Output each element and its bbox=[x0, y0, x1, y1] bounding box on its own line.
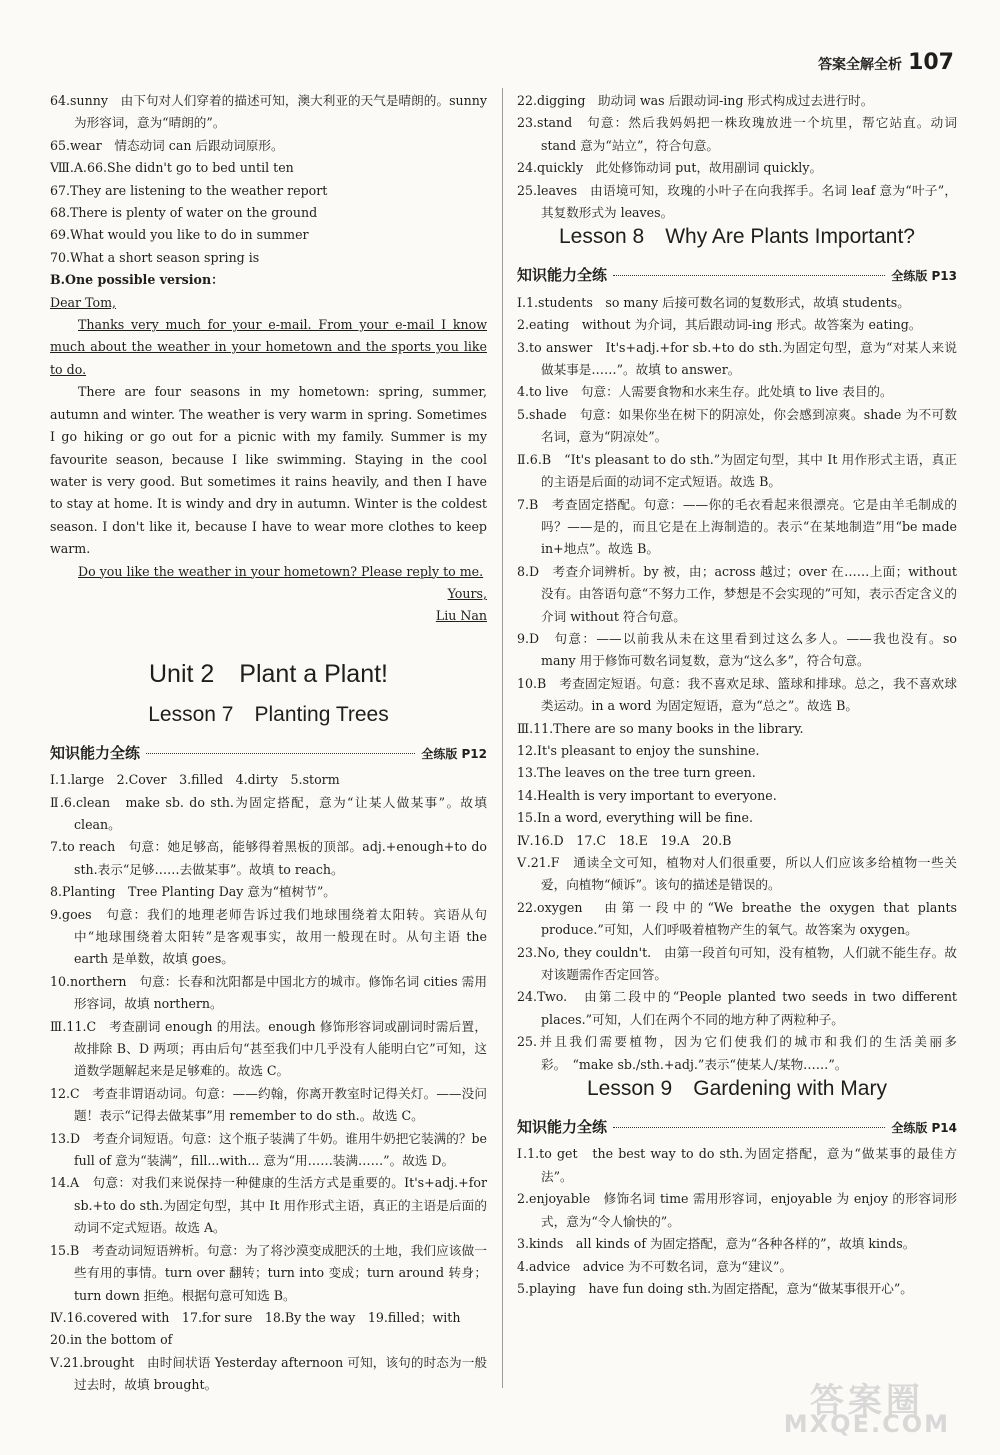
answer-item: 4.to live 句意：人需要食物和水来生存。此处填 to live 表目的。 bbox=[517, 384, 893, 400]
page-number: 107 bbox=[908, 50, 954, 75]
answer-item: 9.D 句意：——以前我从未在这里看到过这么多人。——我也没有。so many 用于修饰可数名词复数，意为“这么多”，符合句意。 bbox=[517, 630, 957, 669]
lesson-title: Lesson 9 Gardening with Mary bbox=[587, 1077, 887, 1101]
answer-item: Ⅴ.21.F 通读全文可知，植物对人们很重要，所以人们应该多给植物一些关爱，向植物“倾诉”。该句的描述是错误的。 bbox=[517, 855, 957, 893]
answer-line: 70.What a short season spring is bbox=[50, 249, 260, 265]
answer-item: 20.in the bottom of bbox=[50, 1332, 173, 1348]
answer-item: Ⅰ.1.students so many 后接可数名词的复数形式，故填 students。 bbox=[517, 294, 910, 310]
answer-item: 22.digging 助动词 was 后跟动词-ing 形式构成过去进行时。 bbox=[517, 93, 874, 108]
answer-item: 7.to reach 句意：她足够高，能够得着黑板的顶部。adj.+enough+to do sth.表示“足够……去做某事”。故填 to reach。 bbox=[50, 839, 487, 877]
letter-signoff: Yours, bbox=[447, 585, 487, 601]
answer-item: Ⅴ.21.brought 由时间状语 Yesterday afternoon 可知，该句的时态为一般过去时，故填 brought。 bbox=[50, 1354, 487, 1393]
answer-item: Ⅲ.11.C 考查副词 enough 的用法。enough 修饰形容词或副词时需后置，故排除 B、D 两项；再由后句“甚至我们中几乎没有人能明白它”可知，这道数学题解起来是足够难的。故选 C。 bbox=[50, 1018, 487, 1079]
answer-item: 9.goes 句意：我们的地理老师告诉过我们地球围绕着太阳转。宾语从句中“地球围绕着太阳转”是客观事实，故用一般现在时。从句主语 the earth 是单数，故填 goes。 bbox=[50, 906, 487, 967]
section-heading bbox=[517, 1116, 957, 1139]
answer-item: 3.kinds all kinds of 为固定搭配，意为“各种各样的”，故填 kinds。 bbox=[517, 1236, 916, 1252]
section-title: 知识能力全练 bbox=[517, 1118, 608, 1137]
answer-item: 22.oxygen 由第一段中的“We breathe the oxygen that plants produce.”可知，人们呼吸着植物产生的氧气。故答案为 oxygen。 bbox=[517, 899, 957, 938]
site-watermark bbox=[783, 1381, 950, 1438]
answer-item: 24.quickly 此处修饰动词 put，故用副词 quickly。 bbox=[517, 160, 823, 176]
dot-leader bbox=[146, 753, 415, 754]
answer-item: 10.northern 句意：长春和沈阳都是中国北方的城市。修饰名词 cities 需用形容词，故填 northern。 bbox=[50, 973, 487, 1012]
answer-item: 13.D 考查介词短语。句意：这个瓶子装满了牛奶。谁用牛奶把它装满的？be full of 意为“装满”，fill...with... 意为“用……装满……”。故选 D。 bbox=[50, 1130, 487, 1169]
section-title: 知识能力全练 bbox=[50, 743, 141, 762]
answer-line: 69.What would you like to do in summer bbox=[50, 227, 309, 243]
answer-item: Ⅲ.11.There are so many books in the library. bbox=[517, 720, 804, 736]
answer-item: 23.No, they couldn't. 由第一段首句可知，没有植物，人们就不能生存。故对该题需作否定回答。 bbox=[517, 944, 957, 983]
page-header bbox=[818, 52, 954, 76]
version-ref: 全练版 P14 bbox=[891, 1121, 957, 1136]
lesson-title: Lesson 8 Why Are Plants Important? bbox=[558, 225, 915, 249]
answer-item: 8.D 考查介词辨析。by 被，由；across 越过；over 在……上面；without 没有。由答语句意“不努力工作，梦想是不会实现的”可知，表示否定含义的介词 without 符合句意。 bbox=[517, 563, 957, 624]
answer-item: 12.C 考查非谓语动词。句意：——约翰，你离开教室时记得关灯。——没问题！表示“记得去做某事”用 remember to do sth.。故选 C。 bbox=[50, 1085, 487, 1124]
answer-item: 15.In a word, everything will be fine. bbox=[517, 810, 753, 826]
letter-paragraph: Thanks very much for your e-mail. From your e-mail I know much about the weather in your hometown and the sports you like to do. bbox=[50, 317, 487, 377]
answer-item: Ⅰ.1.to get the best way to do sth.为固定搭配，意为“做某事的最佳方法”。 bbox=[517, 1146, 957, 1184]
answer-item: 25.并且我们需要植物，因为它们使我们的城市和我们的生活美丽多彩。 “make sb./sth.+adj.”表示“使某人/某物……”。 bbox=[517, 1034, 957, 1072]
unit-title: Unit 2 Plant a Plant! bbox=[148, 659, 388, 688]
column-divider bbox=[502, 88, 503, 1388]
section-title: 知识能力全练 bbox=[517, 266, 608, 285]
answer-item: 14.A 句意：对我们来说保持一种健康的生活方式是重要的。It's+adj.+for sb.+to do sth.为固定句型，其中 It 用作形式主语，真正的主语是后面的动词不定式短语。故选 A。 bbox=[50, 1175, 487, 1236]
answer-item: 3.to answer It's+adj.+for sb.+to do sth.为固定句型，意为“对某人来说做某事是……”。故填 to answer。 bbox=[517, 339, 957, 378]
answer-line: Ⅷ.A.66.She didn't go to bed until ten bbox=[50, 160, 294, 176]
answer-line: 67.They are listening to the weather report bbox=[50, 182, 328, 198]
answer-item: Ⅱ.6.B “It's pleasant to do sth.”为固定句型，其中 It 用作形式主语，真正的主语是后面的动词不定式短语。故选 B。 bbox=[517, 451, 957, 490]
answer-item: 2.eating without 为介词，其后跟动词-ing 形式。故答案为 eating。 bbox=[517, 317, 922, 333]
answer-item: 4.advice advice 为不可数名词，意为“建议”。 bbox=[517, 1258, 793, 1274]
answer-item: 2.enjoyable 修饰名词 time 需用形容词，enjoyable 为 enjoy 的形容词形式，意为“令人愉快的”。 bbox=[517, 1191, 957, 1229]
answer-item: 5.shade 句意：如果你坐在树下的阴凉处，你会感到凉爽。shade 为不可数名词，意为“阴凉处”。 bbox=[517, 406, 957, 445]
version-ref: 全练版 P12 bbox=[421, 746, 487, 761]
answer-line: Ⅰ.1.large 2.Cover 3.filled 4.dirty 5.storm bbox=[50, 772, 340, 788]
answer-item: 5.playing have fun doing sth.为固定搭配，意为“做某事很开心”。 bbox=[517, 1280, 913, 1296]
version-ref: 全练版 P13 bbox=[891, 269, 957, 284]
answer-item: 15.B 考查动词短语辨析。句意：为了将沙漠变成肥沃的土地，我们应该做一些有用的事情。turn over 翻转；turn into 变成；turn around 转身；turn down 拒绝。根据句意可知选 B。 bbox=[50, 1242, 487, 1303]
letter-signoff: Liu Nan bbox=[435, 608, 487, 624]
answer-item: 10.B 考查固定短语。句意：我不喜欢足球、篮球和排球。总之，我不喜欢球类运动。in a word 为固定短语，意为“总之”。故选 B。 bbox=[517, 675, 957, 714]
subheading: B.One possible version： bbox=[50, 272, 224, 288]
right-column bbox=[517, 90, 957, 1300]
section-heading bbox=[50, 742, 487, 765]
answer-item: 24.Two. 由第二段中的“People planted two seeds in two different places.”可知，人们在两个不同的地方种了两粒种子。 bbox=[517, 989, 957, 1027]
left-column bbox=[50, 90, 487, 1397]
watermark-url: MXQE.COM bbox=[783, 1409, 950, 1438]
answer-item: 8.Planting Tree Planting Day 意为“植树节”。 bbox=[50, 884, 336, 900]
watermark-logo-text: 答案圈 bbox=[809, 1381, 924, 1422]
answer-item: 64.sunny 由下句对人们穿着的描述可知，澳大利亚的天气是晴朗的。sunny 为形容词，意为“晴朗的”。 bbox=[50, 93, 487, 131]
answer-line: 68.There is plenty of water on the ground bbox=[50, 205, 318, 221]
letter-salutation: Dear Tom, bbox=[50, 294, 117, 310]
letter-paragraph: Do you like the weather in your hometown? Please reply to me. bbox=[78, 563, 484, 579]
answer-item: Ⅱ.6.clean make sb. do sth.为固定搭配，意为“让某人做某事”。故填 clean。 bbox=[50, 794, 487, 832]
answer-item: 25.leaves 由语境可知，玫瑰的小叶子在向我挥手。名词 leaf 意为“叶子”，其复数形式为 leaves。 bbox=[517, 182, 957, 221]
answer-item: 7.B 考查固定搭配。句意：——你的毛衣看起来很漂亮。它是由羊毛制成的吗？——是的，而且它是在上海制造的。表示“在某地制造”用“be made in+地点”。故选 B。 bbox=[517, 496, 957, 557]
answer-item: 12.It's pleasant to enjoy the sunshine. bbox=[517, 742, 760, 758]
dot-leader bbox=[613, 1127, 885, 1128]
lesson-title: Lesson 7 Planting Trees bbox=[148, 702, 389, 726]
section-heading bbox=[517, 264, 957, 287]
letter-paragraph: There are four seasons in my hometown: spring, summer, autumn and winter. The weather is very warm in spring. Sometimes I go hiking or go out for a picnic with my family. Summer is my favourite season, because I like swimming. Staying in the cool water is very good. But sometimes it rains heavily, and then I have to stay at home. It is windy and dry in autumn. Winter is the coldest season. I don't like it, because I have to wear more clothes to keep warm. bbox=[50, 384, 487, 557]
dot-leader bbox=[613, 275, 885, 276]
answer-item: 14.Health is very important to everyone. bbox=[517, 787, 777, 803]
header-label: 答案全解全析 bbox=[818, 57, 903, 73]
answer-item: 65.wear 情态动词 can 后跟动词原形。 bbox=[50, 137, 284, 153]
answer-item: Ⅳ.16.D 17.C 18.E 19.A 20.B bbox=[517, 832, 732, 848]
answer-item: 23.stand 句意：然后我妈妈把一株玫瑰放进一个坑里，帮它站直。动词 stand 意为“站立”，符合句意。 bbox=[517, 115, 957, 153]
answer-item: Ⅳ.16.covered with 17.for sure 18.By the way 19.filled；with bbox=[50, 1309, 461, 1325]
answer-item: 13.The leaves on the tree turn green. bbox=[517, 765, 756, 781]
